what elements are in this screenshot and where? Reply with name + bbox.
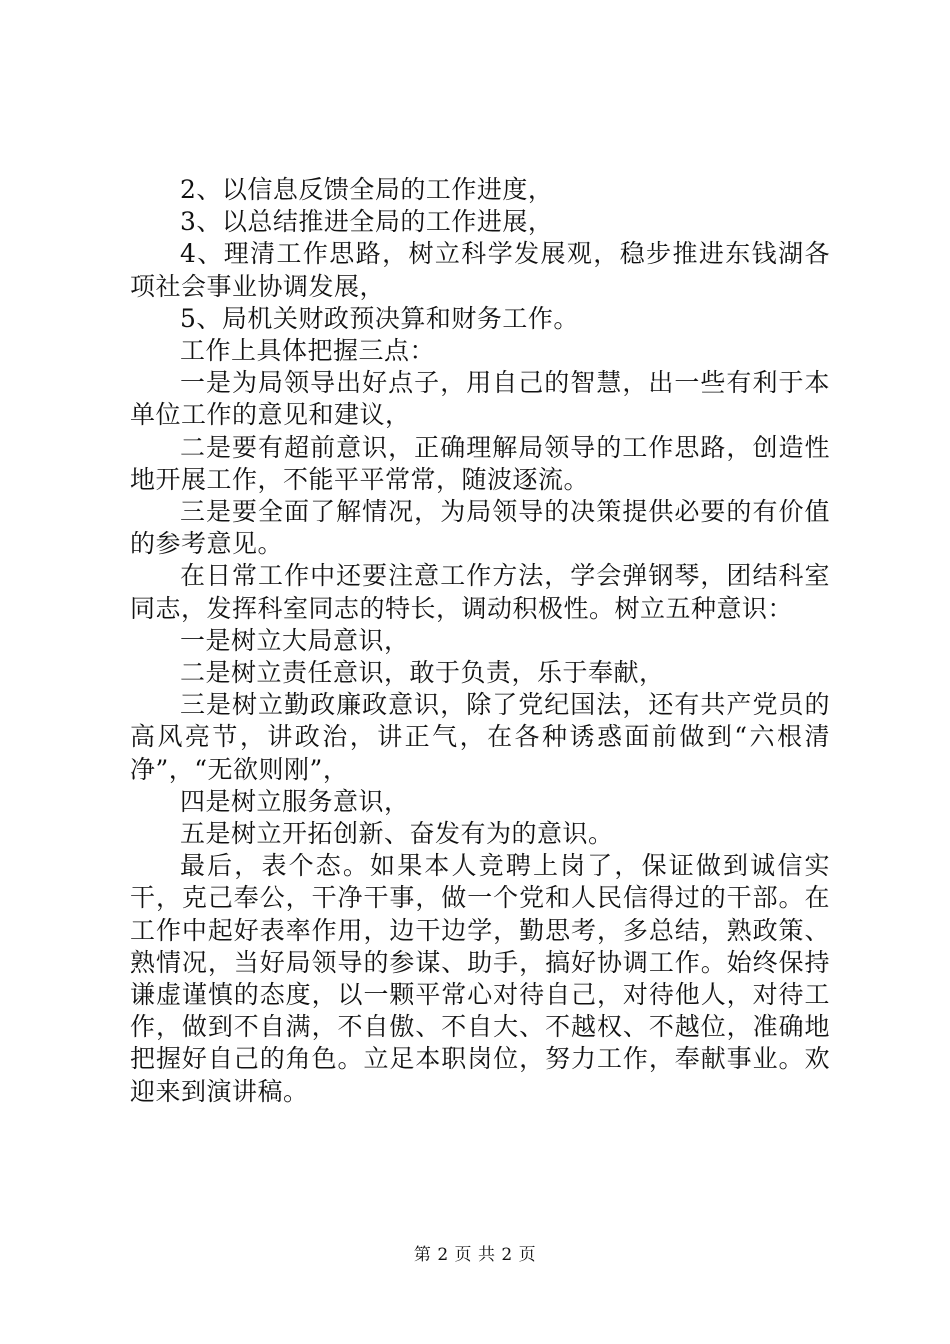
- paragraph-point-three: 三是要全面了解情况，为局领导的决策提供必要的有价值的参考意见。: [130, 497, 830, 559]
- paragraph-work-method: 在日常工作中还要注意工作方法，学会弹钢琴，团结科室同志，发挥科室同志的特长，调动积极性。树立五种意识：: [130, 561, 830, 623]
- paragraph-conclusion: 最后，表个态。如果本人竞聘上岗了，保证做到诚信实干，克己奉公，干净干事，做一个党和人民信得过的干部。在工作中起好表率作用，边干边学，勤思考，多总结，熟政策、熟情况，当好局领导的参谋、助手，搞好协调工作。始终保持谦虚谨慎的态度，以一颗平常心对待自己，对待他人，对待工作，做到不自满，不自傲、不自大、不越权、不越位，准确地把握好自己的角色。立足本职岗位，努力工作，奉献事业。欢迎来到演讲稿。: [130, 851, 830, 1106]
- paragraph-item-4: 4、理清工作思路，树立科学发展观，稳步推进东钱湖各项社会事业协调发展，: [130, 239, 830, 301]
- paragraph-point-one: 一是为局领导出好点子，用自己的智慧，出一些有利于本单位工作的意见和建议，: [130, 368, 830, 430]
- paragraph-awareness-five: 五是树立开拓创新、奋发有为的意识。: [180, 819, 614, 849]
- document-body: [130, 174, 830, 1108]
- paragraph-three-points-heading: 工作上具体把握三点：: [180, 336, 436, 366]
- paragraph-item-3: 3、以总结推进全局的工作进展，: [180, 207, 554, 237]
- paragraph-awareness-four: 四是树立服务意识，: [180, 786, 410, 816]
- paragraph-item-5: 5、局机关财政预决算和财务工作。: [180, 303, 579, 333]
- paragraph-awareness-three: 三是树立勤政廉政意识，除了党纪国法，还有共产党员的高风亮节，讲政治，讲正气，在各种诱惑面前做到“六根清净”，“无欲则刚”，: [130, 690, 830, 784]
- page-number-label: 第 2 页 共 2 页: [413, 1245, 537, 1265]
- paragraph-awareness-one: 一是树立大局意识，: [180, 625, 410, 655]
- paragraph-awareness-two: 二是树立责任意识，敢于负责，乐于奉献，: [180, 658, 665, 688]
- page-footer: [0, 1244, 950, 1266]
- paragraph-item-2: 2、以信息反馈全局的工作进度，: [180, 175, 554, 204]
- paragraph-point-two: 二是要有超前意识，正确理解局领导的工作思路，创造性地开展工作，不能平平常常，随波逐流。: [130, 432, 830, 494]
